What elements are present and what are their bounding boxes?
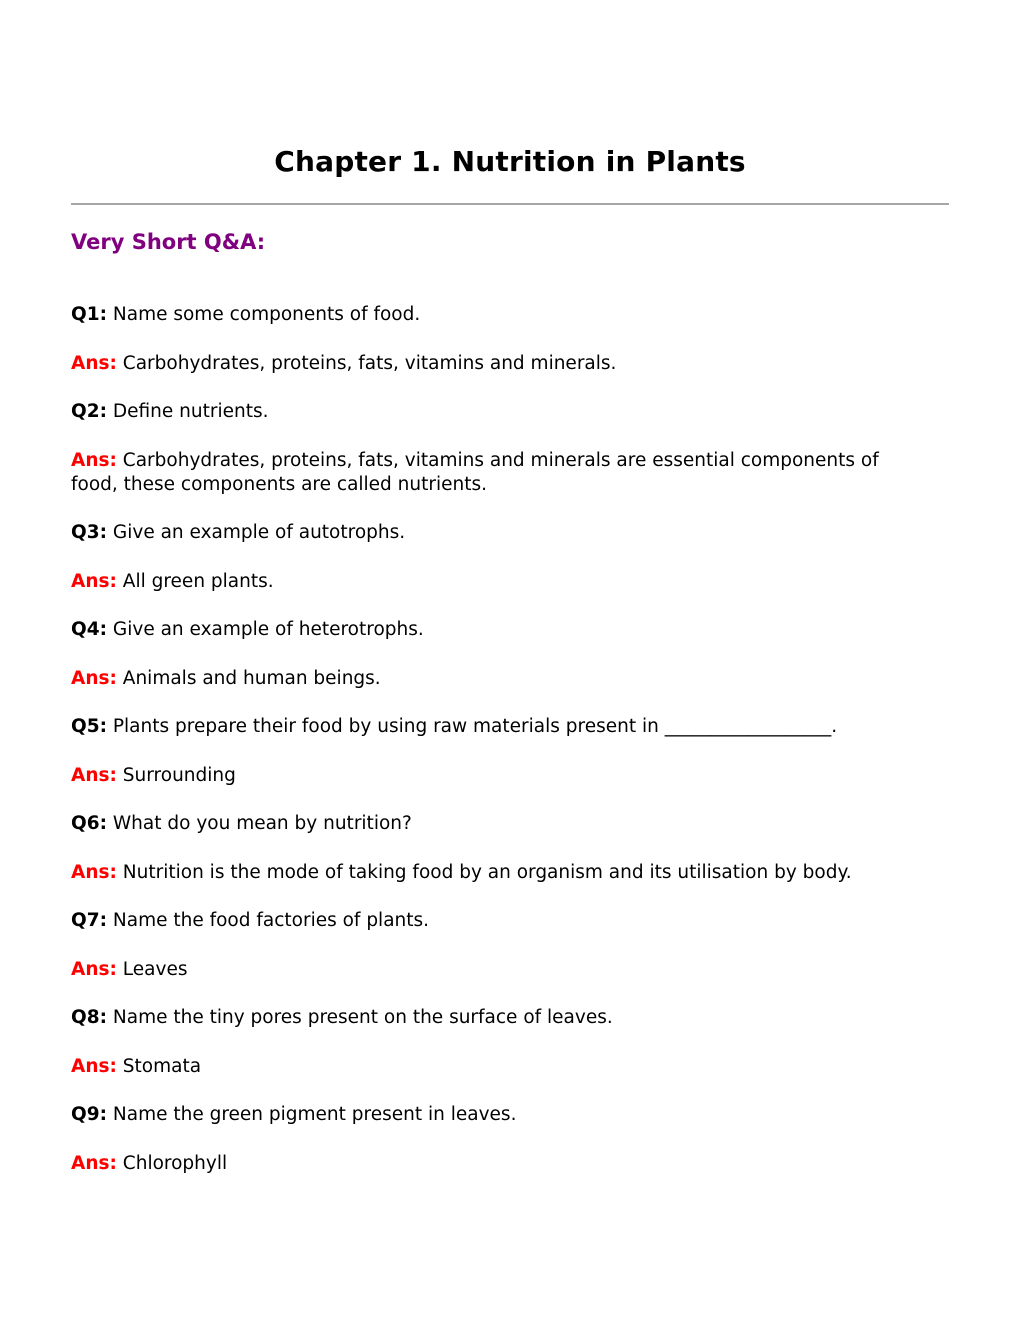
question xyxy=(71,400,921,424)
answer-text: Carbohydrates, proteins, fats, vitamins and minerals. xyxy=(122,352,617,374)
question xyxy=(71,812,921,836)
answer-text: All green plants. xyxy=(122,570,274,592)
answer-label: Ans: xyxy=(71,667,117,689)
section-heading: Very Short Q&A: xyxy=(71,230,266,254)
answer-text: Stomata xyxy=(122,1055,202,1077)
question xyxy=(71,909,921,933)
question-text: Name the green pigment present in leaves. xyxy=(112,1104,517,1125)
answer-text: Leaves xyxy=(122,958,188,980)
answer xyxy=(71,352,921,376)
question-label: Q5: xyxy=(71,716,107,737)
question xyxy=(71,618,921,642)
answer-label: Ans: xyxy=(71,449,117,471)
answer xyxy=(71,570,921,594)
question-label: Q7: xyxy=(71,910,107,931)
page-title: Chapter 1. Nutrition in Plants xyxy=(274,145,746,178)
question-text: Name some components of food. xyxy=(112,304,421,325)
question-text: Give an example of autotrophs. xyxy=(112,522,406,543)
answer-text: Chlorophyll xyxy=(122,1152,228,1174)
answer xyxy=(71,958,921,982)
answer-label: Ans: xyxy=(71,352,117,374)
answer-label: Ans: xyxy=(71,1152,117,1174)
answer xyxy=(71,449,921,497)
answer-text: Animals and human beings. xyxy=(122,667,381,689)
question xyxy=(71,521,921,545)
answer-text: Surrounding xyxy=(122,764,236,786)
question-text: Plants prepare their food by using raw materials present in __________________. xyxy=(112,716,838,737)
question-label: Q1: xyxy=(71,304,107,325)
answer-label: Ans: xyxy=(71,570,117,592)
answer-label: Ans: xyxy=(71,958,117,980)
question-text: Name the tiny pores present on the surface of leaves. xyxy=(112,1007,613,1028)
answer-label: Ans: xyxy=(71,764,117,786)
qa-list xyxy=(71,303,921,1200)
question xyxy=(71,1006,921,1030)
question-text: What do you mean by nutrition? xyxy=(112,813,412,834)
answer xyxy=(71,861,921,885)
answer xyxy=(71,764,921,788)
question xyxy=(71,1103,921,1127)
question-text: Give an example of heterotrophs. xyxy=(112,619,424,640)
question-text: Name the food factories of plants. xyxy=(112,910,430,931)
question xyxy=(71,303,921,327)
question-label: Q6: xyxy=(71,813,107,834)
answer-label: Ans: xyxy=(71,1055,117,1077)
answer-text: Nutrition is the mode of taking food by an organism and its utilisation by body. xyxy=(122,861,852,883)
answer xyxy=(71,1152,921,1176)
answer-text: Carbohydrates, proteins, fats, vitamins and minerals are essential components of food, these components are called nutrients. xyxy=(71,449,879,495)
question-label: Q3: xyxy=(71,522,107,543)
question-label: Q9: xyxy=(71,1104,107,1125)
question-label: Q4: xyxy=(71,619,107,640)
divider xyxy=(71,203,949,205)
question-text: Define nutrients. xyxy=(112,401,269,422)
answer xyxy=(71,1055,921,1079)
answer-label: Ans: xyxy=(71,861,117,883)
question-label: Q2: xyxy=(71,401,107,422)
question-label: Q8: xyxy=(71,1007,107,1028)
question xyxy=(71,715,921,739)
answer xyxy=(71,667,921,691)
